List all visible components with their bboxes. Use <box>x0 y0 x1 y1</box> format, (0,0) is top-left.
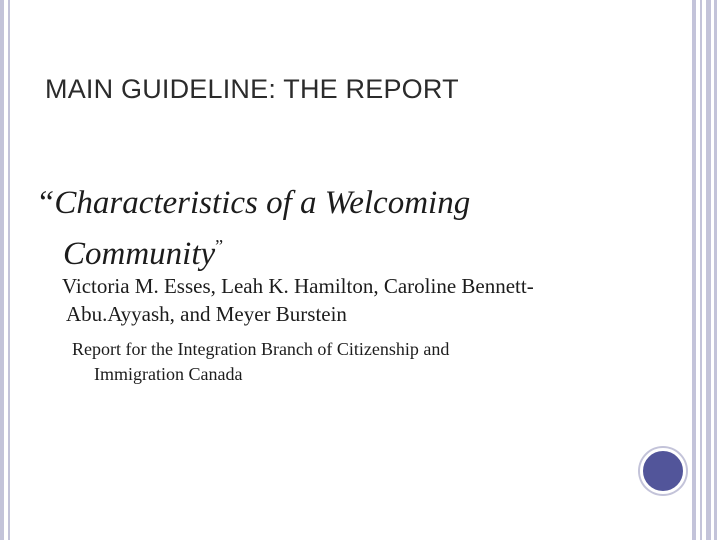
report-title-line1 <box>36 182 596 225</box>
report-line1: Report for the Integration Branch of Citizenship and <box>72 339 450 359</box>
report-source-text <box>72 337 612 387</box>
authors-line2: Abu.Ayyash, and Meyer Burstein <box>66 302 347 326</box>
right-decor-stripe <box>706 0 711 540</box>
left-border-line-inner <box>8 0 10 540</box>
open-quote-mark: “ <box>36 185 55 221</box>
authors-line1: Victoria M. Esses, Leah K. Hamilton, Caroline Bennett- <box>62 274 534 298</box>
right-decor-stripe <box>692 0 696 540</box>
close-quote-mark: ” <box>215 236 224 256</box>
report-title-text1: Characteristics of a Welcoming <box>54 185 471 221</box>
report-title-line2 <box>36 225 596 276</box>
report-title <box>36 182 596 276</box>
right-decor-stripe <box>714 0 717 540</box>
right-decor-stripe <box>700 0 702 540</box>
decorative-circle <box>640 448 686 494</box>
left-border-line <box>0 0 4 540</box>
report-line2: Immigration Canada <box>94 364 243 384</box>
report-title-text2: Community <box>63 236 216 272</box>
authors-text <box>62 272 622 328</box>
slide-title: MAIN GUIDELINE: THE REPORT <box>45 74 459 104</box>
